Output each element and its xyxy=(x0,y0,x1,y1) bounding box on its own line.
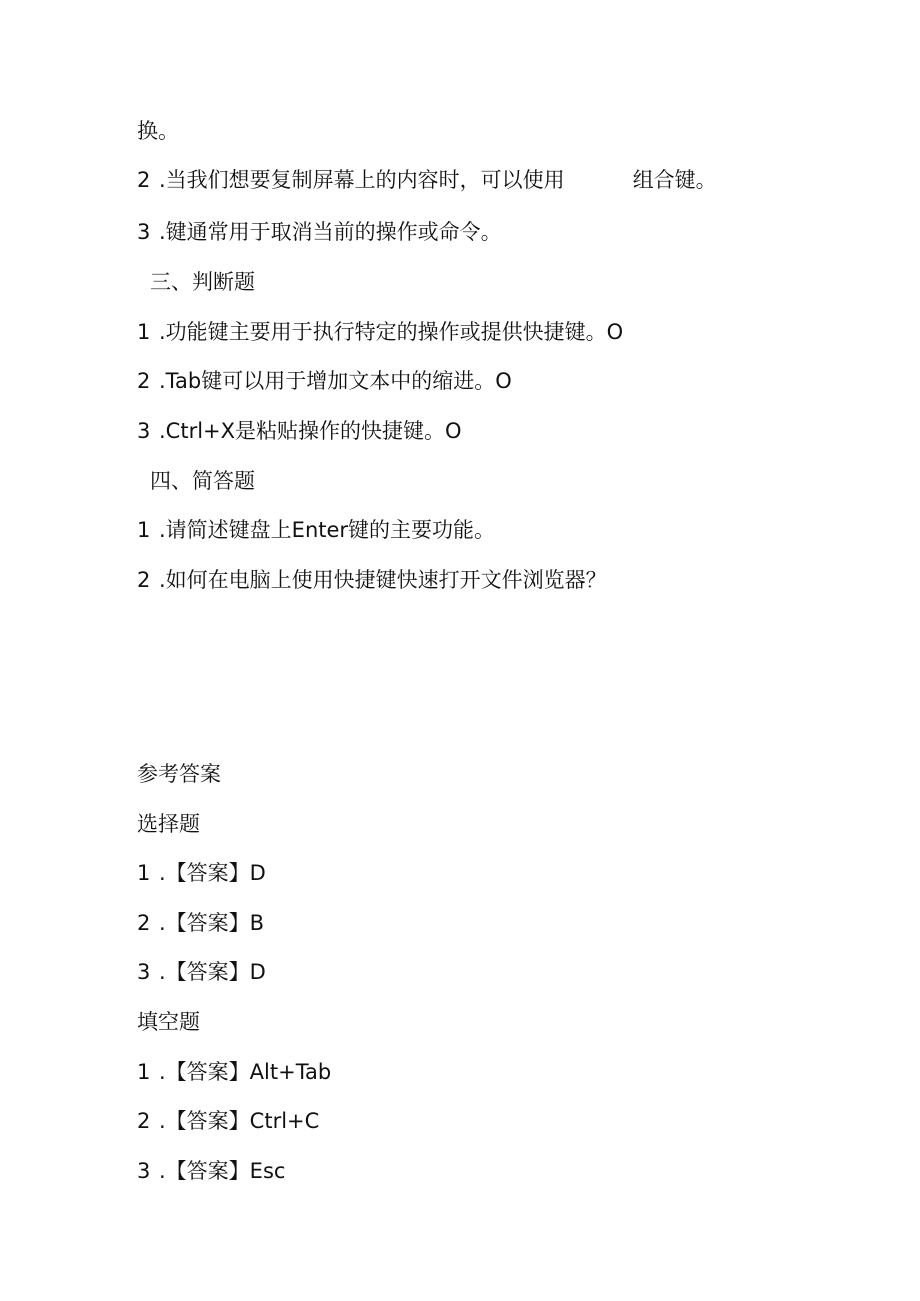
true-false-item-1: 1 .功能键主要用于执行特定的操作或提供快捷键。O xyxy=(137,320,624,344)
section-heading-true-false: 三、判断题 xyxy=(150,270,255,294)
fill-blank-item-2: 2 .当我们想要复制屏幕上的内容时，可以使用 组合键。 xyxy=(137,168,717,192)
fill-blank-item-3: 3 .键通常用于取消当前的操作或命令。 xyxy=(137,220,502,244)
answers-fill-heading: 填空题 xyxy=(137,1010,200,1034)
answers-choice-heading: 选择题 xyxy=(137,812,200,836)
fill-blank-tail: 换。 xyxy=(137,119,179,143)
answer-choice-2: 2 .【答案】B xyxy=(137,911,265,935)
true-false-item-3: 3 .Ctrl+X是粘贴操作的快捷键。O xyxy=(137,419,462,443)
answer-choice-1: 1 .【答案】D xyxy=(137,861,266,885)
short-answer-item-2: 2 .如何在电脑上使用快捷键快速打开文件浏览器？ xyxy=(137,568,607,592)
answer-fill-3: 3 .【答案】Esc xyxy=(137,1159,286,1183)
short-answer-item-1: 1 .请简述键盘上Enter键的主要功能。 xyxy=(137,518,496,542)
true-false-item-2: 2 .Tab键可以用于增加文本中的缩进。O xyxy=(137,369,512,393)
answer-choice-3: 3 .【答案】D xyxy=(137,960,266,984)
answer-fill-1: 1 .【答案】Alt+Tab xyxy=(137,1060,332,1084)
section-heading-short-answer: 四、简答题 xyxy=(150,469,255,493)
answer-fill-2: 2 .【答案】Ctrl+C xyxy=(137,1109,320,1133)
answers-title: 参考答案 xyxy=(137,762,221,786)
